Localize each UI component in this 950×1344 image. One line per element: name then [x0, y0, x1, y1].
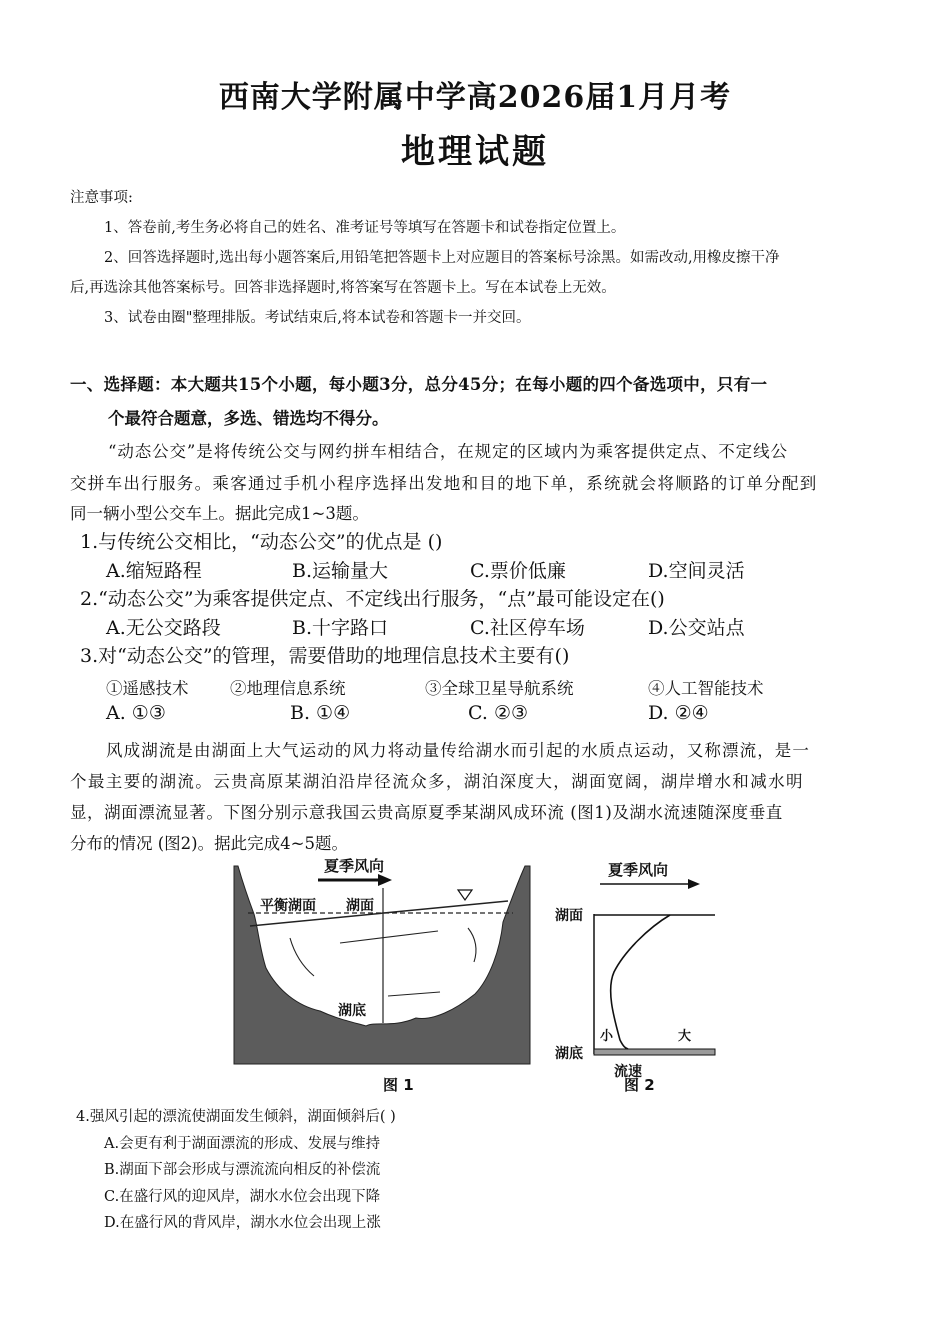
fig2-small-label: 小 — [600, 1029, 614, 1044]
q3-item-4: ④人工智能技术 — [648, 679, 764, 698]
return-flow-curve-left — [290, 938, 314, 976]
passage2-line4: 分布的情况 (图2)。据此完成4~5题。 — [70, 834, 348, 853]
fig2-bottom-bar — [594, 1049, 715, 1055]
subject-title: 地理试题 — [401, 132, 549, 172]
fig2-surface-label: 湖面 — [555, 908, 583, 924]
bottom-flow-line — [388, 992, 440, 996]
fig1-balance-label: 平衡湖面 — [260, 898, 316, 914]
velocity-profile-curve — [611, 915, 670, 1049]
q2-stem: 2.“动态公交”为乘客提供定点、不定线出行服务，“点”最可能设定在() — [80, 588, 665, 610]
q4-option-d: D.在盛行风的背风岸，湖水水位会出现上涨 — [104, 1215, 381, 1231]
q4-option-c: C.在盛行风的迎风岸，湖水水位会出现下降 — [104, 1189, 381, 1205]
q4-option-b: B.湖面下部会形成与漂流流向相反的补偿流 — [104, 1162, 381, 1178]
fig2-wind-label: 夏季风向 — [608, 861, 669, 879]
fig2-caption: 图 2 — [624, 1076, 655, 1094]
return-flow-curve-right — [468, 928, 476, 962]
q3-item-2: ②地理信息系统 — [230, 679, 346, 698]
q1-option-b: B.运输量大 — [292, 560, 389, 582]
q3-option-c: C. ②③ — [468, 702, 529, 724]
wind-arrow-head — [378, 874, 392, 886]
notice-heading: 注意事项: — [70, 190, 133, 206]
drift-flow-line — [340, 931, 438, 943]
figure-2 — [552, 858, 727, 1098]
q1-option-a: A.缩短路程 — [106, 560, 202, 582]
q4-option-a: A.会更有利于湖面漂流的形成、发展与维持 — [104, 1136, 381, 1152]
fig2-big-label: 大 — [678, 1029, 692, 1044]
q2-option-c: C.社区停车场 — [470, 617, 585, 639]
fig1-bottom-label: 湖底 — [338, 1003, 366, 1019]
notice-item-1: 1、答卷前,考生务必将自己的姓名、准考证号等填写在答题卡和试卷指定位置上。 — [104, 220, 626, 236]
q3-option-d: D. ②④ — [648, 702, 709, 724]
q3-stem: 3.对“动态公交”的管理，需要借助的地理信息技术主要有() — [80, 645, 570, 667]
q3-option-b: B. ①④ — [290, 702, 351, 724]
q1-stem: 1.与传统公交相比，“动态公交”的优点是 () — [80, 531, 443, 553]
notice-item-2-cont: 后,再选涂其他答案标号。回答非选择题时,将答案写在答题卡上。写在本试卷上无效。 — [70, 280, 616, 296]
fig1-surface-label: 湖面 — [346, 898, 374, 914]
passage1-line2: 交拼车出行服务。乘客通过手机小程序选择出发地和目的地下单，系统就会将顺路的订单分配到 — [70, 474, 818, 493]
q2-option-d: D.公交站点 — [648, 617, 745, 639]
q3-option-a: A. ①③ — [106, 702, 166, 724]
section-heading-cont: 个最符合题意，多选、错选均不得分。 — [108, 409, 389, 428]
fig2-bottom-label: 湖底 — [555, 1046, 583, 1062]
school-title: 西南大学附属中学高2026届1月月考 — [218, 80, 732, 115]
figure-1 — [228, 858, 533, 1098]
passage2-line1: 风成湖流是由湖面上大气运动的风力将动量传给湖水而引起的水质点运动，又称漂流，是一 — [106, 741, 810, 760]
passage2-line2: 个最主要的湖流。云贵高原某湖泊沿岸径流众多，湖泊深度大，湖面宽阔，湖岸增水和减水明 — [70, 772, 804, 791]
fig2-wind-arrow-head — [688, 879, 700, 889]
passage2-line3: 显，湖面漂流显著。下图分别示意我国云贵高原夏季某湖风成环流 (图1)及湖水流速随深度垂直 — [70, 803, 783, 822]
section-heading: 一、选择题：本大题共15个小题，每小题3分，总分45分；在每小题的四个备选项中，只有一 — [70, 375, 768, 394]
passage1-line3: 同一辆小型公交车上。据此完成1~3题。 — [70, 504, 369, 523]
q4-stem: 4.强风引起的漂流使湖面发生倾斜，湖面倾斜后( ) — [76, 1109, 396, 1125]
fig2-xlabel: 流速 — [614, 1064, 642, 1080]
notice-item-2: 2、回答选择题时,选出每小题答案后,用铅笔把答题卡上对应题目的答案标号涂黑。如需改动,用橡皮擦干净 — [104, 250, 780, 266]
q3-item-3: ③全球卫星导航系统 — [425, 679, 574, 698]
notice-item-3: 3、试卷由圈"整理排版。考试结束后,将本试卷和答题卡一并交回。 — [104, 310, 531, 326]
fig1-wind-label: 夏季风向 — [324, 858, 385, 875]
q2-option-a: A.无公交路段 — [106, 617, 221, 639]
fig1-caption: 图 1 — [383, 1076, 414, 1094]
water-level-icon — [458, 890, 472, 900]
q2-option-b: B.十字路口 — [292, 617, 389, 639]
lake-basin-terrain — [234, 866, 530, 1064]
q1-option-d: D.空间灵活 — [648, 560, 745, 582]
q1-option-c: C.票价低廉 — [470, 560, 566, 582]
passage1-line1: “动态公交”是将传统公交与网约拼车相结合，在规定的区域内为乘客提供定点、不定线公 — [108, 442, 788, 461]
q3-item-1: ①遥感技术 — [106, 679, 189, 698]
